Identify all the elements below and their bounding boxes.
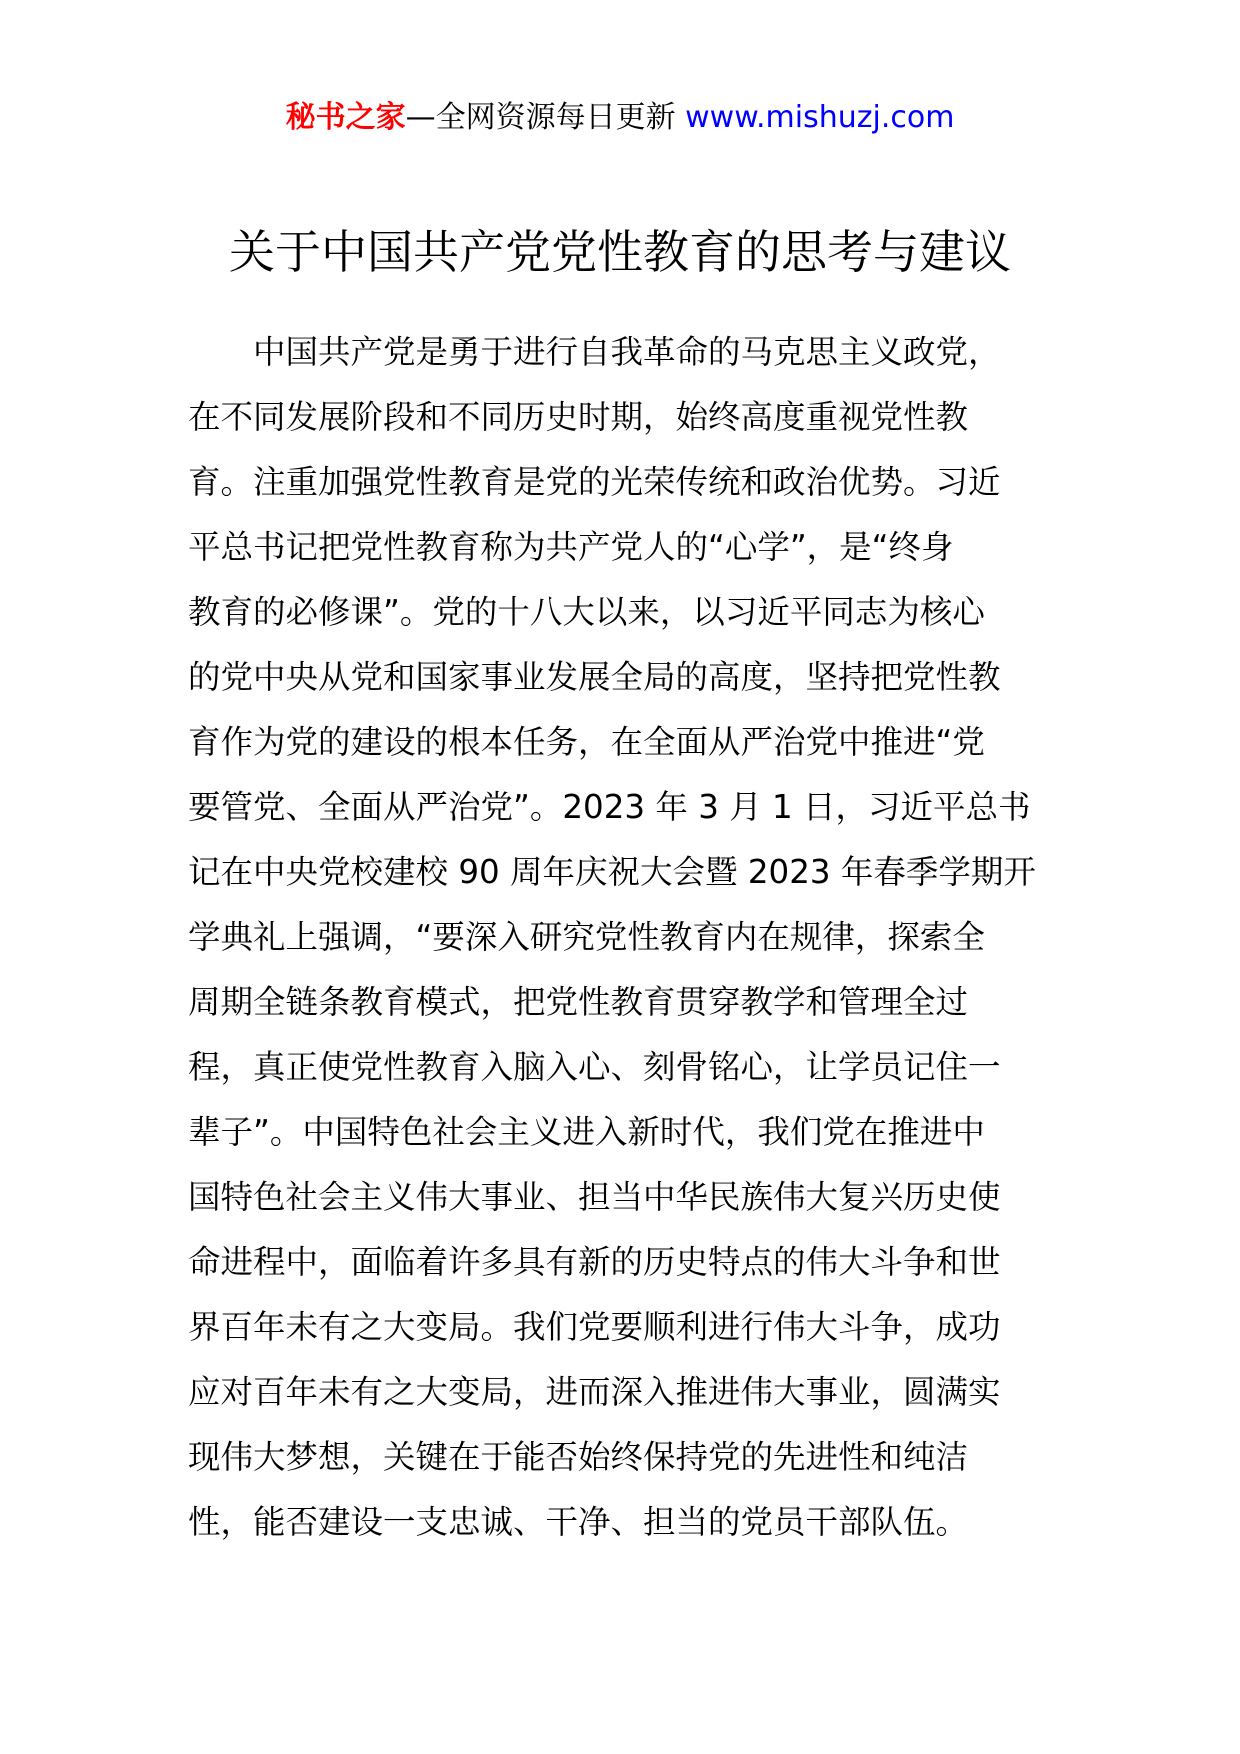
paragraph-line: 辈子”。中国特色社会主义进入新时代，我们党在推进中 [188, 1113, 985, 1151]
paragraph-line: 国特色社会主义伟大事业、担当中华民族伟大复兴历史使 [188, 1178, 1001, 1216]
paragraph-line: 的党中央从党和国家事业发展全局的高度，坚持把党性教 [188, 658, 1001, 696]
paragraph-line: 中国共产党是勇于进行自我革命的马克思主义政党， [253, 333, 1001, 371]
paragraph-line: 程，真正使党性教育入脑入心、刻骨铭心，让学员记住一 [188, 1048, 1001, 1086]
paragraph-line: 命进程中，面临着许多具有新的历史特点的伟大斗争和世 [188, 1243, 1001, 1281]
site-url-link[interactable]: www.mishuzj.com [685, 100, 955, 135]
paragraph-line: 要管党、全面从严治党”。2023 年 3 月 1 日，习近平总书 [188, 788, 1031, 826]
document-body-paragraph [188, 320, 1058, 1555]
paragraph-line: 育作为党的建设的根本任务，在全面从严治党中推进“党 [188, 723, 985, 761]
paragraph-line: 学典礼上强调，“要深入研究党性教育内在规律，探索全 [188, 918, 985, 956]
paragraph-line: 记在中央党校建校 90 周年庆祝大会暨 2023 年春季学期开 [188, 853, 1036, 891]
paragraph-line: 应对百年未有之大变局，进而深入推进伟大事业，圆满实 [188, 1373, 1001, 1411]
paragraph-line: 性，能否建设一支忠诚、干净、担当的党员干部队伍。 [188, 1503, 969, 1541]
paragraph-line: 周期全链条教育模式，把党性教育贯穿教学和管理全过 [188, 983, 969, 1021]
site-header [0, 98, 1240, 138]
paragraph-line: 在不同发展阶段和不同历史时期，始终高度重视党性教 [188, 398, 969, 436]
document-title: 关于中国共产党党性教育的思考与建议 [229, 225, 1011, 279]
paragraph-line: 平总书记把党性教育称为共产党人的“心学”，是“终身 [188, 528, 954, 566]
header-tagline: —全网资源每日更新 [405, 100, 686, 135]
paragraph-line: 育。注重加强党性教育是党的光荣传统和政治优势。习近 [188, 463, 1001, 501]
paragraph-line: 教育的必修课”。党的十八大以来，以习近平同志为核心 [188, 593, 985, 631]
paragraph-line: 界百年未有之大变局。我们党要顺利进行伟大斗争，成功 [188, 1308, 1001, 1346]
paragraph-line: 现伟大梦想，关键在于能否始终保持党的先进性和纯洁 [188, 1438, 969, 1476]
brand-name: 秘书之家 [285, 100, 406, 135]
